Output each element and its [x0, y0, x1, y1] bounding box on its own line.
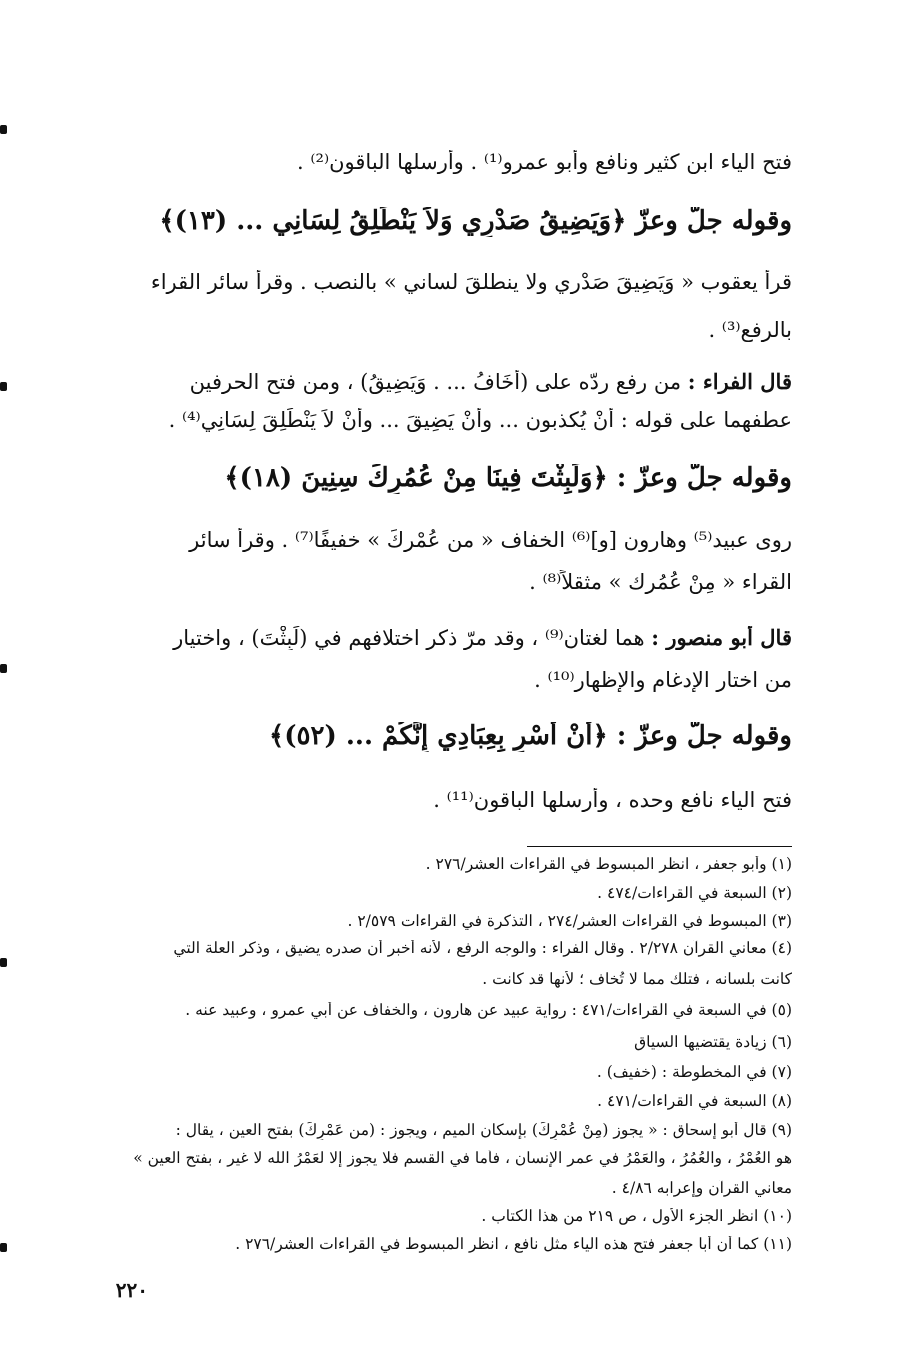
footnote-3: (٣) المبسوط في القراءات العشر/٢٧٤ ، التذكرة في القراءات ٢/٥٧٩ .: [347, 913, 792, 930]
footnote-separator: [527, 846, 792, 847]
margin-mark: [0, 664, 7, 673]
margin-mark: [0, 382, 7, 391]
mansour-label: قال أبو منصور :: [651, 626, 792, 650]
body-line-1: فتح الياء ابن كثير ونافع وأبو عمرو⁽¹⁾ . وأرسلها الباقون⁽²⁾ .: [297, 150, 792, 174]
footnote-11: (١١) كما أن أبا جعفر فتح هذه الياء مثل نافع ، انظر المبسوط في القراءات العشر/٢٧٦ .: [235, 1236, 792, 1253]
margin-mark: [0, 125, 7, 134]
footnote-6: (٦) زيادة يقتضيها السياق: [634, 1034, 792, 1051]
footnote-4: (٤) معاني القرآن ٢/٢٧٨ . وقال الفراء : والوجه الرفع ، لأنه أخبر أن صدره يضيق ، وذكر العلة التي: [173, 940, 792, 957]
verse-intro: وقوله جلّ وعزّ :: [616, 464, 792, 493]
farra-label: قال الفراء :: [687, 370, 792, 394]
verse-intro: وقوله جلّ وعزّ: [635, 207, 792, 236]
verse-line-13: [118, 207, 792, 237]
body-line-5: [118, 370, 792, 394]
verse-line-18: [118, 464, 792, 494]
footnote-1: (١) وأبو جعفر ، انظر المبسوط في القراءات العشر/٢٧٦ .: [425, 856, 792, 873]
body-line-8: روى عبيد⁽⁵⁾ وهارون [و]⁽⁶⁾ الخفاف « من عُمْرِكَ » خفيفًا⁽⁷⁾ . وقرأ سائر: [189, 528, 792, 552]
footnote-7: (٧) في المخطوطة : (خفيف) .: [596, 1064, 792, 1081]
body-line-10: [118, 626, 792, 650]
quran-verse: ﴿وَيَضِيقُ صَدْرِي وَلاَ يَنْطَلِقُ لِسَانِي ... (١٣)﴾: [159, 207, 627, 236]
quran-verse: ﴿أَنْ أَسْرِ بِعِبَادِي إِنَّكُمْ ... (٥٢)﴾: [269, 722, 608, 751]
body-line-4: بالرفع⁽³⁾ .: [708, 318, 792, 342]
quran-verse: ﴿وَلَبِثْتَ فِينَا مِنْ عُمُرِكَ سِنِينَ (١٨)﴾: [224, 464, 608, 493]
footnote-9-continued: هو العُمْرُ ، والعُمُرُ ، والعَمْرُ في عمر الإنسان ، فأما في القسم فلا يجوز إلا لعَمْرُ الله لا غير ، بفتح العين »: [133, 1150, 792, 1167]
footnote-4-continued: كانت بلسانه ، فتلك مما لا تُخاف ؛ لأنها قد كانت .: [482, 971, 792, 988]
verse-line-52: [118, 722, 792, 752]
footnote-8: (٨) السبعة في القراءات/٤٧١ .: [597, 1093, 792, 1110]
margin-mark: [0, 958, 7, 967]
footnote-2: (٢) السبعة في القراءات/٤٧٤ .: [597, 885, 792, 902]
margin-mark: [0, 1243, 7, 1252]
footnote-5: (٥) في السبعة في القراءات/٤٧١ : رواية عبيد عن هارون ، والخفاف عن أبي عمرو ، وعبيد عنه .: [185, 1002, 792, 1019]
verse-intro: وقوله جلّ وعزّ :: [616, 722, 792, 751]
mansour-text: هما لغتان⁽⁹⁾ ، وقد مرّ ذكر اختلافهم في (لَبِثْتَ) ، واختيار: [173, 626, 645, 650]
footnote-10: (١٠) انظر الجزء الأول ، ص ٢١٩ من هذا الكتاب .: [481, 1208, 792, 1225]
body-line-9: القراء « مِنْ عُمُرك » مثقلاً⁽⁸⁾ .: [529, 570, 792, 594]
body-line-3: قرأ يعقوب « وَيَضِيقَ صَدْرِي ولا ينطلقَ لساني » بالنصب . وقرأ سائر القراء: [150, 270, 792, 294]
body-line-11: من اختار الإدغام والإظهار⁽¹⁰⁾ .: [534, 668, 792, 692]
farra-text: من رفع ردّه على (أَخَافُ ... . وَيَضِيقُ) ، ومن فتح الحرفين: [189, 370, 682, 394]
footnote-9-source: معاني القرآن وإعرابه ٤/٨٦ .: [611, 1180, 792, 1197]
body-line-6: عطفهما على قوله : أَنْ يُكذبون ... وأَنْ يَضِيقَ ... وأَنْ لاَ يَنْطَلِقَ لِسَانِي⁽⁴⁾ .: [168, 408, 792, 432]
footnote-9: (٩) قال أبو إسحاق : « يجوز (مِنْ عُمْرِكَ) بإسكان الميم ، ويجوز : (من عَمْرِكَ) بفتح العين ، يقال :: [175, 1122, 792, 1139]
page-number: ٢٢٠: [115, 1278, 148, 1302]
body-line-13: فتح الياء نافع وحده ، وأرسلها الباقون⁽¹¹⁾ .: [433, 788, 792, 812]
